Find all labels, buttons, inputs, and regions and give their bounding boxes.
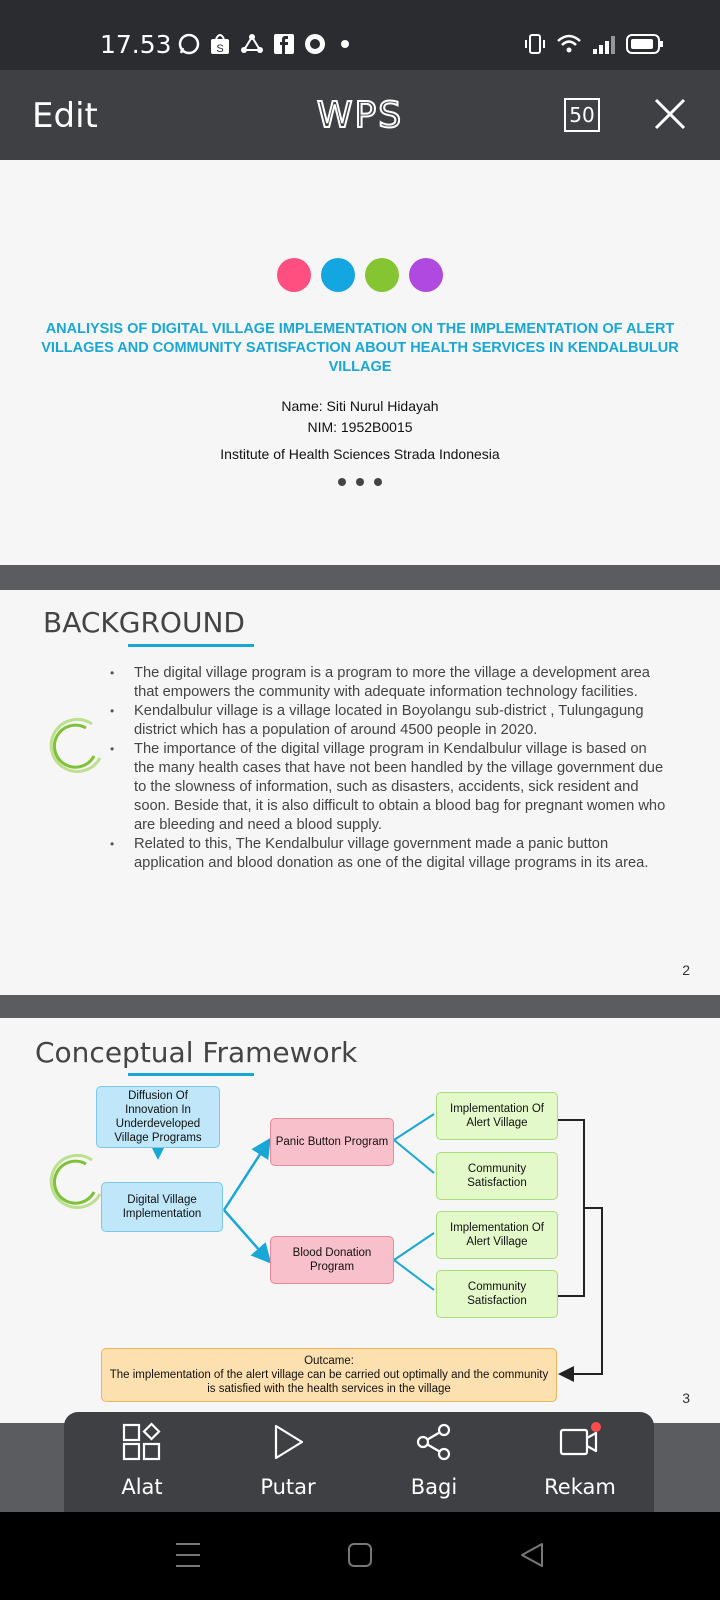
slide-heading: Conceptual Framework [35,1036,358,1069]
heading-underline [128,644,254,647]
wifi-icon [556,33,582,55]
slide-2[interactable] [0,590,720,995]
tools-icon [122,1422,162,1462]
diffusion-box: Diffusion Of Innovation In Underdeveloped Village Programs [96,1086,220,1148]
play-icon [268,1422,308,1462]
record-icon [558,1422,602,1462]
facebook-icon [274,34,294,54]
institute: Institute of Health Sciences Strada Indonesia [220,446,500,462]
blood-donation-box: Blood Donation Program [270,1236,394,1284]
outcome-label: Outcame: [304,1355,354,1367]
author-name: Name: Siti Nurul Hidayah [281,398,439,414]
c-circle-icon [44,714,104,774]
alert-village-box-1: Implementation Of Alert Village [436,1092,558,1140]
community-satisfaction-box-1: Community Satisfaction [436,1152,558,1200]
ellipsis-dots [338,478,382,486]
record-label: Rekam [544,1475,616,1499]
browser-icon [304,33,326,55]
battery-icon [626,33,664,55]
list-item: • Kendalbulur village is a village located in Boyolangu sub-district , Tulungagung district which has a population of around 4500 people in 2020. [110,702,670,740]
status-time: 17.53 [100,30,172,59]
back-nav-icon[interactable] [520,1542,544,1568]
panic-button-box: Panic Button Program [270,1118,394,1166]
dot-icon [336,33,354,55]
svg-text:WPS: WPS [316,96,404,136]
home-nav-icon[interactable] [348,1542,372,1568]
alert-village-box-2: Implementation Of Alert Village [436,1211,558,1259]
slide-3[interactable] [0,1018,720,1423]
share-icon [414,1422,454,1462]
vibrate-icon [524,33,546,55]
page-number: 2 [682,962,690,978]
bottom-toolbar [64,1412,654,1512]
svg-text:S: S [216,43,224,55]
share-label: Bagi [410,1475,458,1499]
slide-heading: BACKGROUND [43,606,245,639]
whatsapp-icon [178,33,200,55]
digital-village-box: Digital Village Implementation [101,1182,223,1232]
slide-1[interactable] [0,160,720,565]
outcome-box [101,1348,557,1402]
shopee-icon [210,33,230,55]
dot-blue [321,258,355,292]
list-item: • Related to this, The Kendalbulur village government made a panic button application and blood donation as one of the digital village programs in its area. [110,835,670,873]
dot-green [365,258,399,292]
status-bar [0,0,720,70]
menu-nav-icon[interactable] [176,1542,200,1568]
dot-purple [409,258,443,292]
wps-logo [300,96,420,136]
share-button[interactable] [374,1422,494,1499]
record-button[interactable] [520,1422,640,1499]
app-toolbar [0,70,720,160]
play-button[interactable] [228,1422,348,1499]
signal-icon [592,33,616,55]
community-satisfaction-box-2: Community Satisfaction [436,1270,558,1318]
page-number: 3 [682,1390,690,1406]
edit-button[interactable]: Edit [32,96,98,136]
author-nim: NIM: 1952B0015 [307,419,413,435]
page-count-button[interactable]: 50 [564,98,600,132]
navigation-bar [0,1512,720,1600]
share-icon [240,33,264,55]
outcome-text: The implementation of the alert village can be carried out optimally and the community is satisfied with the health services in the village [109,1369,549,1395]
list-item: • The importance of the digital village program in Kendalbulur village is based on the many health cases that have not been handled by the village government due to the slowness of information, such as disasters, accidents, sick resident and soon. Beside that, it is also difficult to obtain a blood bag for pregnant women who are bleeding and need a blood supply. [110,740,670,835]
list-item: • The digital village program is a program to more the village a development area that empowers the community with adequate information technology facilities. [110,664,670,702]
bullet-list [110,664,670,873]
play-label: Putar [260,1475,316,1499]
close-icon[interactable] [652,96,688,132]
slide-title: ANALIYSIS OF DIGITAL VILLAGE IMPLEMENTATION ON THE IMPLEMENTATION OF ALERT VILLAGES AND COMMUNITY SATISFACTION ABOUT HEALTH SERVICES IN KENDALBULUR VILLAGE [41,321,679,375]
decorative-dots [277,258,443,292]
tools-label: Alat [121,1475,163,1499]
tools-button[interactable] [82,1422,202,1499]
dot-pink [277,258,311,292]
